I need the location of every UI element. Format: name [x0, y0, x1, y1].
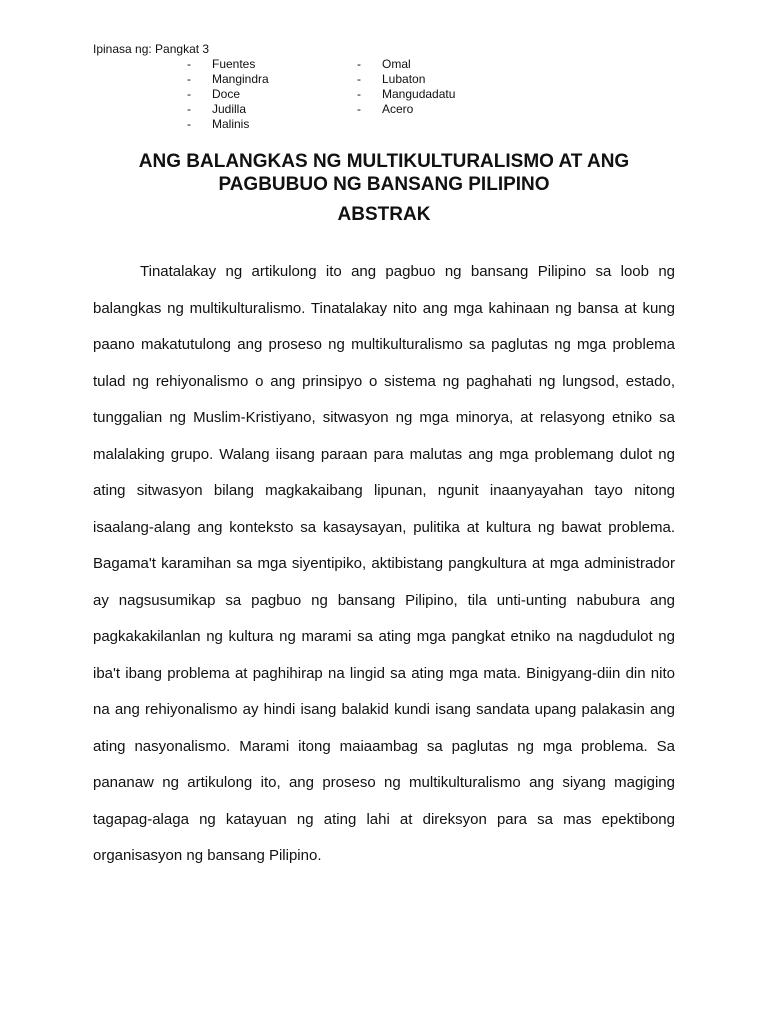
- bullet-dash: -: [187, 102, 191, 116]
- member-list-right: [357, 57, 455, 117]
- bullet-dash: -: [357, 57, 361, 71]
- submitted-by-label: Ipinasa ng: Pangkat 3: [93, 42, 210, 56]
- abstract-heading: ABSTRAK: [337, 204, 431, 225]
- member-item: [357, 57, 455, 72]
- member-item: [187, 87, 269, 102]
- member-item: [187, 72, 269, 87]
- member-item: [357, 87, 455, 102]
- member-item: [357, 72, 455, 87]
- member-name: Doce: [212, 87, 241, 101]
- bullet-dash: -: [187, 57, 191, 71]
- member-name: Omal: [382, 57, 411, 71]
- abstract-paragraph: Tinatalakay ng artikulong ito ang pagbuo ng bansang Pilipino sa loob ng balangkas ng multikulturalismo. Tinatalakay nito ang mga kahinaan ng bansa at kung paano makatutulong ang proseso ng multikulturalismo sa paglutas ng mga problema tulad ng rehiyonalismo o ang prinsipyo o sistema ng paghahati ng lungsod, estado, tunggalian ng Muslim-Kristiyano, sitwasyon ng mga minorya, at relasyong etniko sa malalaking grupo. Walang iisang paraan para malutas ang mga problemang dulot ng ating sitwasyon bilang magkakaibang lipunan, ngunit inaanyayahan tayo nitong isaalang-alang ang konteksto sa kasaysayan, pulitika at kultura ng bawat problema. Bagama't karamihan sa mga siyentipiko, aktibistang pangkultura at mga administrador ay nagsusumikap sa pagbuo ng bansang Pilipino, tila unti-unting nabubura ang pagkakakilanlan ng kultura ng marami sa ating mga pangkat etniko na nagdudulot ng iba't ibang problema at paghihirap na lingid sa ating mga mata. Binigyang-diin din nito na ang rehiyonalismo ay hindi isang balakid kundi isang sandata upang palakasin ang ating nasyonalismo. Marami itong maiaambag sa paglutas ng mga problema. Sa pananaw ng artikulong ito, ang proseso ng multikulturalismo ang siyang magiging tagapag-alaga ng katayuan ng ating lahi at direksyon para sa mas epektibong organisasyon ng bansang Pilipino.: [93, 263, 675, 864]
- member-name: Mangindra: [212, 72, 269, 86]
- member-item: [187, 117, 269, 132]
- document-title: [0, 150, 768, 196]
- member-name: Lubaton: [382, 72, 426, 86]
- bullet-dash: -: [187, 72, 191, 86]
- title-line-1: ANG BALANGKAS NG MULTIKULTURALISMO AT ANG: [138, 151, 630, 172]
- title-line-2: PAGBUBUO NG BANSANG PILIPINO: [218, 174, 550, 195]
- bullet-dash: -: [187, 87, 191, 101]
- member-name: Fuentes: [212, 57, 256, 71]
- member-name: Malinis: [212, 117, 250, 131]
- bullet-dash: -: [187, 117, 191, 131]
- bullet-dash: -: [357, 72, 361, 86]
- member-list-left: [187, 57, 269, 132]
- member-item: [187, 57, 269, 72]
- member-name: Acero: [382, 102, 414, 116]
- member-item: [357, 102, 455, 117]
- bullet-dash: -: [357, 102, 361, 116]
- member-item: [187, 102, 269, 117]
- member-name: Mangudadatu: [382, 87, 456, 101]
- member-name: Judilla: [212, 102, 247, 116]
- bullet-dash: -: [357, 87, 361, 101]
